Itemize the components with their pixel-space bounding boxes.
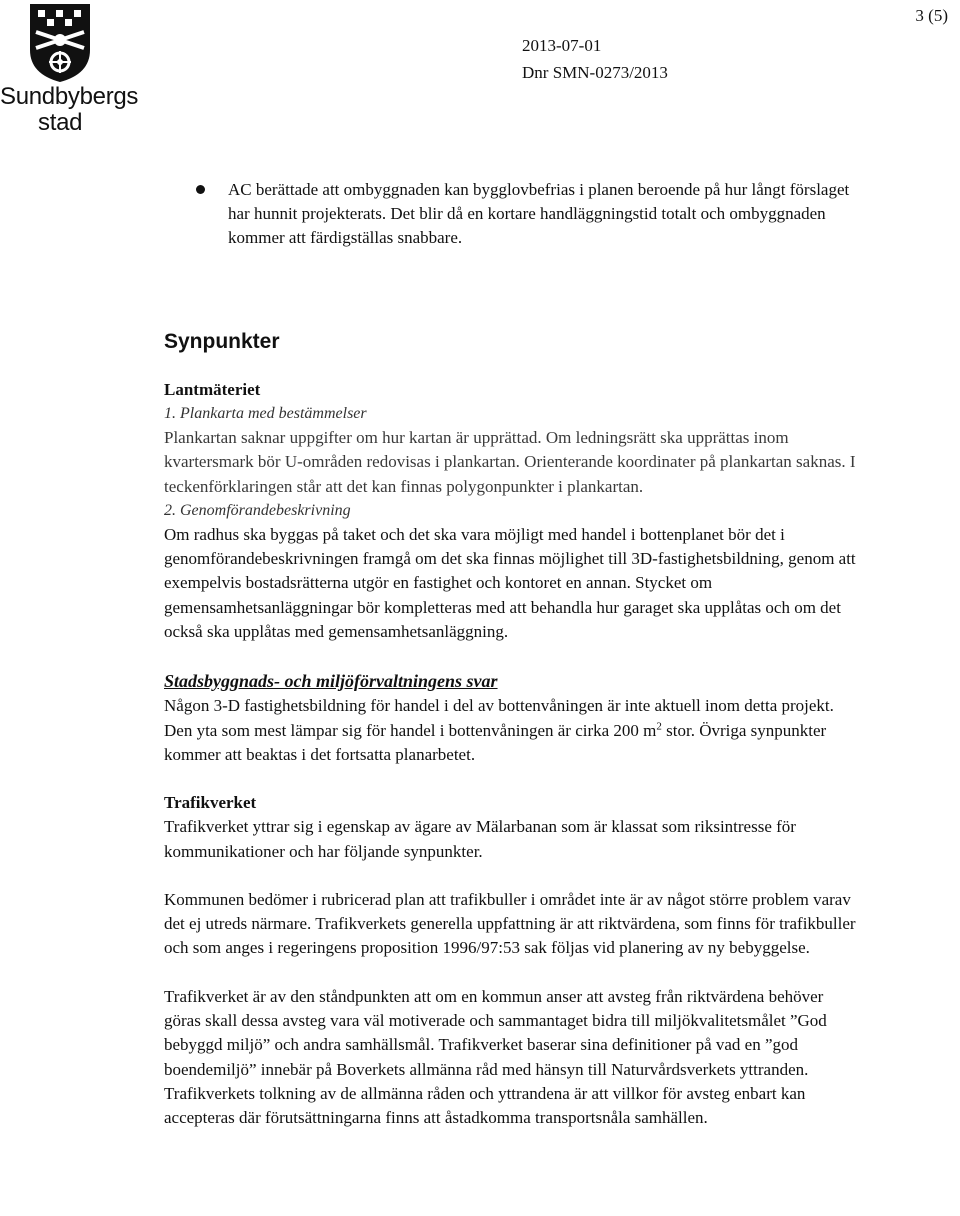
coat-of-arms-icon: [28, 2, 92, 84]
trafikverket-heading: Trafikverket: [164, 793, 257, 813]
svar-superscript: 2: [656, 720, 662, 733]
synpunkter-heading: Synpunkter: [164, 330, 280, 353]
intro-bullet-text: AC berättade att ombyggnaden kan bygglovbefrias i planen beroende på hur långt förslaget har hunnit projekterats. Det blir då en kortare handläggningstid totalt och ombyggnaden kommer att färdigställas snabbare.: [228, 180, 850, 247]
page-number: 3 (5): [915, 6, 948, 25]
main-content: [164, 330, 864, 1131]
sundbyberg-logo: [0, 0, 139, 140]
svar-heading: Stadsbyggnads- och miljöförvaltningens svar: [164, 671, 498, 692]
svar-text-end: stor. Övriga synpunkter kommer att beaktas i det fortsatta planarbetet.: [164, 720, 827, 764]
logo-wordmark: [0, 84, 138, 136]
logo-line-1: Sundbybergs: [0, 83, 139, 110]
lantmateriet-heading: Lantmäteriet: [164, 380, 261, 399]
lantmateriet-item2-title: 2. Genomförandebeskrivning: [164, 501, 351, 519]
lantmateriet-item2-text: Om radhus ska byggas på taket och det ska vara möjligt med handel i bottenplanet bör det i genomförandebeskrivningen framgå om det ska finnas möjlighet till 3D-fastighetsbildning, genom att exempelvis bostadsrätterna utgör en fastighet och kontoret en annan. Stycket om gemensamhetsanläggningar bör kompletteras med att behandla hur garaget ska upplåtas och om det också ska upplåtas med gemensamhetsanläggning.: [164, 524, 856, 642]
lantmateriet-item1-text: Plankartan saknar uppgifter om hur kartan är upprättad. Om ledningsrätt ska upprättas inom kvartersmark bör U-områden redovisas i plankartan. Orienterande koordinater på plankartan saknas. I teckenförklaringen står att det kan finnas polygonpunkter i plankartan.: [164, 428, 856, 496]
svar-text-main: Någon 3-D fastighetsbildning för handel i del av bottenvåningen är inte aktuell inom detta projekt. Den yta som mest lämpar sig för handel i bottenvåningen är cirka 200 m: [164, 696, 834, 740]
bullet-icon: [196, 185, 205, 194]
document-date: 2013-07-01: [522, 36, 602, 55]
lantmateriet-item1-title: 1. Plankarta med bestämmelser: [164, 405, 367, 422]
document-meta: [522, 32, 668, 86]
document-dnr: Dnr SMN-0273/2013: [522, 63, 668, 82]
svar-text: [164, 694, 864, 767]
trafikverket-paragraph-3: Trafikverket är av den ståndpunkten att om en kommun anser att avsteg från riktvärdena behöver göras skall dessa avsteg vara väl motiverade och sammantaget bidra till miljökvalitetsmålet ”God bebyggd miljö” och andra samhällsmål. Trafikverket baserar sina definitioner på vad en ”god boendemiljö” innebär på Boverkets allmänna råd med hänsyn till Naturvårdsverkets yttranden. Trafikverkets tolkning av de allmänna råden och yttrandena är att villkor för avsteg enbart kan accepteras där förutsättningarna finns att åstadkomma transportsnåla samhällen.: [164, 986, 827, 1128]
trafikverket-paragraph-2: Kommunen bedömer i rubricerad plan att trafikbuller i området inte är av något större problem varav det ej utreds närmare. Trafikverkets generella uppfattning är att riktvärdena, som finns för trafikbuller och som anges i regeringens proposition 1996/97:53 sak följas vid planering av ny bebyggelse.: [164, 889, 856, 958]
trafikverket-paragraph-1: Trafikverket yttrar sig i egenskap av ägare av Mälarbanan som är klassat som riksintresse för kommunikationer och har följande synpunkter.: [164, 817, 796, 861]
logo-line-2: stad: [38, 109, 83, 136]
